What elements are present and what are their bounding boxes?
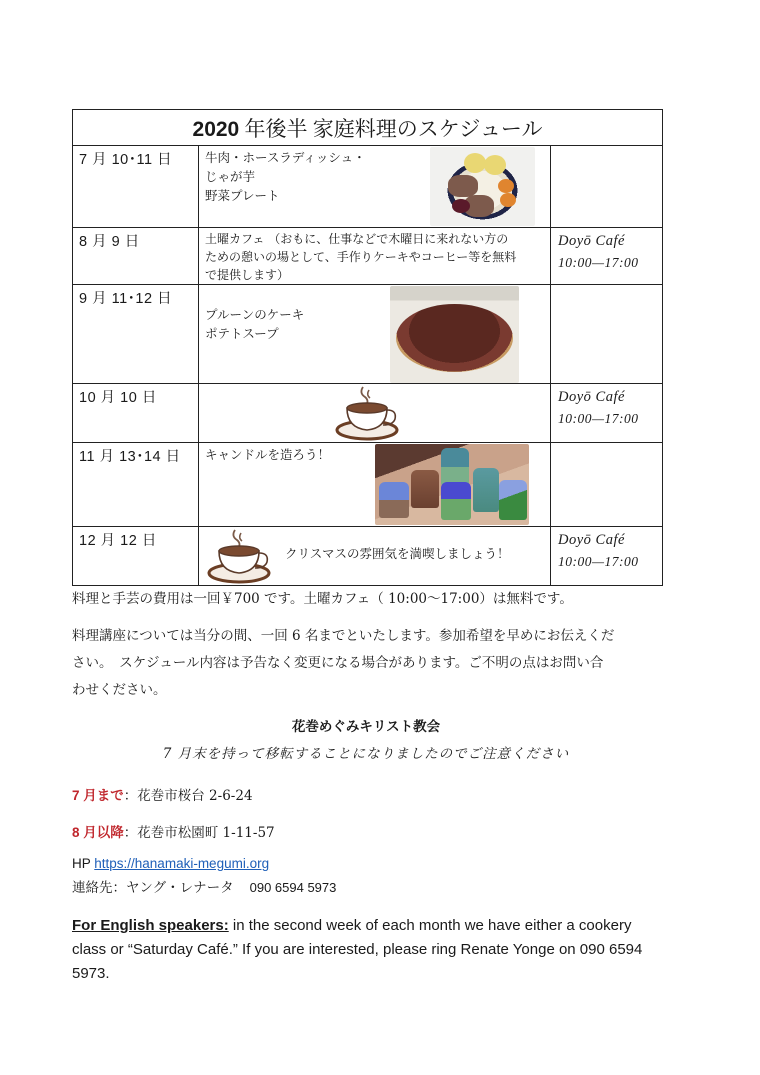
row-cafe bbox=[551, 384, 663, 443]
capacity-note-line-2: さい。 スケジュール内容は予告なく変更になる場合があります。ご不明の点はお問い合 bbox=[72, 655, 604, 671]
row-date: 12 月 12 日 bbox=[73, 527, 199, 586]
capacity-note-line-1: 料理講座については当分の間、一回 6 名までといたします。参加希望を早めにお伝えくだ bbox=[72, 628, 615, 644]
move-notice: 7 月末を持って移転することになりましたのでご注意ください bbox=[162, 746, 570, 762]
cafe-hours: 10:00—17:00 bbox=[558, 411, 639, 426]
table-row bbox=[73, 384, 663, 443]
row-date: 9 月 11･12 日 bbox=[73, 285, 199, 384]
contact-line: 連絡先：ヤング・レナータ 090 6594 5973 bbox=[72, 880, 337, 896]
schedule-table bbox=[72, 109, 663, 586]
cafe-hours: 10:00—17:00 bbox=[558, 554, 639, 569]
coffee-cup-icon bbox=[205, 527, 275, 585]
row-date: 11 月 13･14 日 bbox=[73, 443, 199, 527]
row-content bbox=[199, 384, 551, 443]
plate-of-beef-photo bbox=[430, 147, 535, 226]
homepage-line: HP https://hanamaki-megumi.org bbox=[72, 856, 270, 871]
coffee-cup-icon bbox=[333, 384, 403, 442]
contact-phone: 090 6594 5973 bbox=[249, 880, 337, 895]
english-note: For English speakers: in the second week of each month we have either a cookery class or “Saturday Café.” If you are interested, please ring Renate Yonge on 090 6594 5973. bbox=[72, 917, 643, 982]
prune-cake-photo bbox=[390, 286, 519, 383]
church-name: 花巻めぐみキリスト教会 bbox=[291, 719, 441, 735]
table-row bbox=[73, 285, 663, 384]
row-content: キャンドルを造ろう！ bbox=[199, 443, 551, 527]
cafe-name: Doyō Café bbox=[558, 233, 625, 249]
table-row bbox=[73, 443, 663, 527]
address-until-july: 7 月まで：花巻市桜台 2-6-24 bbox=[72, 788, 253, 804]
row-cafe-empty bbox=[551, 285, 663, 384]
cafe-name: Doyō Café bbox=[558, 532, 625, 548]
homepage-link[interactable]: https://hanamaki-megumi.org bbox=[94, 856, 270, 871]
row-content: 土曜カフェ （おもに、仕事などで木曜日に来れない方の ための憩いの場として、手作りケーキやコーヒー等を無料 で提供します） bbox=[199, 228, 551, 285]
schedule-title: 2020 年後半 家庭料理のスケジュール bbox=[73, 110, 663, 146]
row-content: プルーンのケーキ ポテトスープ bbox=[199, 285, 551, 384]
english-heading: For English speakers: bbox=[72, 917, 229, 934]
cafe-name: Doyō Café bbox=[558, 389, 625, 405]
row-cafe-empty bbox=[551, 146, 663, 228]
row-cafe bbox=[551, 527, 663, 586]
row-date: 10 月 10 日 bbox=[73, 384, 199, 443]
capacity-note-line-3: わせください。 bbox=[72, 682, 167, 698]
row-cafe-empty bbox=[551, 443, 663, 527]
row-cafe bbox=[551, 228, 663, 285]
row-content: 牛肉・ホースラディッシュ・ じゃが芋 野菜プレート bbox=[199, 146, 551, 228]
fee-note: 料理と手芸の費用は一回￥700 です。土曜カフェ（ 10:00～17:00）は無料です。 bbox=[72, 591, 573, 607]
row-date: 8 月 9 日 bbox=[73, 228, 199, 285]
row-date: 7 月 10･11 日 bbox=[73, 146, 199, 228]
table-row bbox=[73, 228, 663, 285]
candles-photo bbox=[375, 444, 529, 525]
address-from-august: 8 月以降：花巻市松園町 1-11-57 bbox=[72, 825, 275, 841]
table-row bbox=[73, 146, 663, 228]
table-row bbox=[73, 527, 663, 586]
cafe-hours: 10:00—17:00 bbox=[558, 255, 639, 270]
row-content: クリスマスの雰囲気を満喫しましょう！ bbox=[199, 527, 551, 586]
